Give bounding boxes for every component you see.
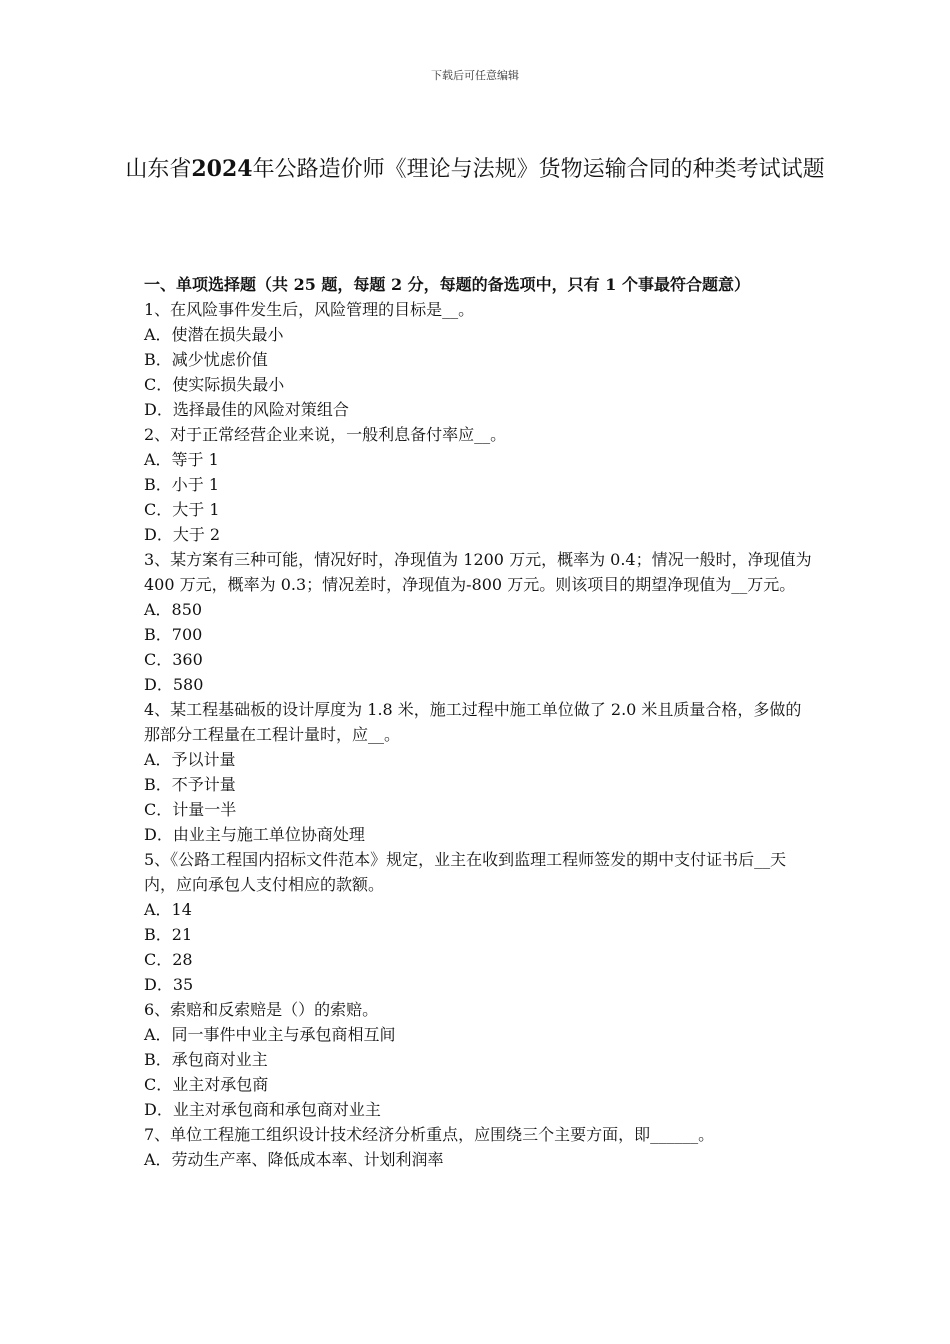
title-part-1: 山东省 xyxy=(125,157,192,182)
option-d: D．业主对承包商和承包商对业主 xyxy=(144,1100,381,1119)
title-year: 2024 xyxy=(191,156,253,182)
option-c: C．大于 1 xyxy=(144,500,220,519)
option-a: A．850 xyxy=(144,600,203,619)
option-a: A．等于 1 xyxy=(144,450,219,469)
option-c: C．业主对承包商 xyxy=(144,1075,269,1094)
title-part-2: 年公路造价师《理论与法规》货物运输合同的种类考试试题 xyxy=(252,157,825,182)
page-header-note: 下载后可任意编辑 xyxy=(431,69,519,82)
option-a: A．予以计量 xyxy=(144,750,236,769)
question-stem: 4、某工程基础板的设计厚度为 1.8 米，施工过程中施工单位做了 2.0 米且质量合格，多做的那部分工程量在工程计量时，应__。 xyxy=(144,700,802,744)
option-d: D．35 xyxy=(144,975,194,994)
question-5 xyxy=(144,847,816,997)
option-a: A．14 xyxy=(144,900,192,919)
option-a: A．使潜在损失最小 xyxy=(144,325,284,344)
document-title xyxy=(100,146,850,193)
question-4 xyxy=(144,697,816,847)
option-d: D．选择最佳的风险对策组合 xyxy=(144,400,349,419)
question-1 xyxy=(144,297,816,422)
option-b: B．减少忧虑价值 xyxy=(144,350,268,369)
question-stem: 1、在风险事件发生后，风险管理的目标是__。 xyxy=(144,300,475,319)
option-a: A．同一事件中业主与承包商相互间 xyxy=(144,1025,396,1044)
option-b: B．小于 1 xyxy=(144,475,220,494)
question-stem: 3、某方案有三种可能，情况好时，净现值为 1200 万元，概率为 0.4；情况一般时，净现值为 400 万元，概率为 0.3；情况差时，净现值为-800 万元。则该项目的期望净现值为__万元。 xyxy=(144,550,812,594)
option-d: D．由业主与施工单位协商处理 xyxy=(144,825,365,844)
question-3 xyxy=(144,547,816,697)
option-c: C．28 xyxy=(144,950,193,969)
question-stem: 7、单位工程施工组织设计技术经济分析重点，应围绕三个主要方面，即______。 xyxy=(144,1125,715,1144)
option-b: B．承包商对业主 xyxy=(144,1050,268,1069)
option-b: B．不予计量 xyxy=(144,775,236,794)
option-b: B．700 xyxy=(144,625,203,644)
option-d: D．580 xyxy=(144,675,204,694)
section-heading: 一、单项选择题（共 25 题，每题 2 分，每题的备选项中，只有 1 个事最符合题意） xyxy=(144,275,750,294)
option-c: C．计量一半 xyxy=(144,800,237,819)
exam-content xyxy=(144,272,816,1172)
option-b: B．21 xyxy=(144,925,193,944)
option-d: D．大于 2 xyxy=(144,525,221,544)
option-c: C．使实际损失最小 xyxy=(144,375,285,394)
question-stem: 5、《公路工程国内招标文件范本》规定，业主在收到监理工程师签发的期中支付证书后__天内，应向承包人支付相应的款额。 xyxy=(144,850,787,894)
question-7 xyxy=(144,1122,816,1172)
question-2 xyxy=(144,422,816,547)
question-stem: 6、索赔和反索赔是（）的索赔。 xyxy=(144,1000,379,1019)
question-6 xyxy=(144,997,816,1122)
option-a: A．劳动生产率、降低成本率、计划利润率 xyxy=(144,1150,444,1169)
option-c: C．360 xyxy=(144,650,203,669)
question-stem: 2、对于正常经营企业来说，一般利息备付率应__。 xyxy=(144,425,507,444)
